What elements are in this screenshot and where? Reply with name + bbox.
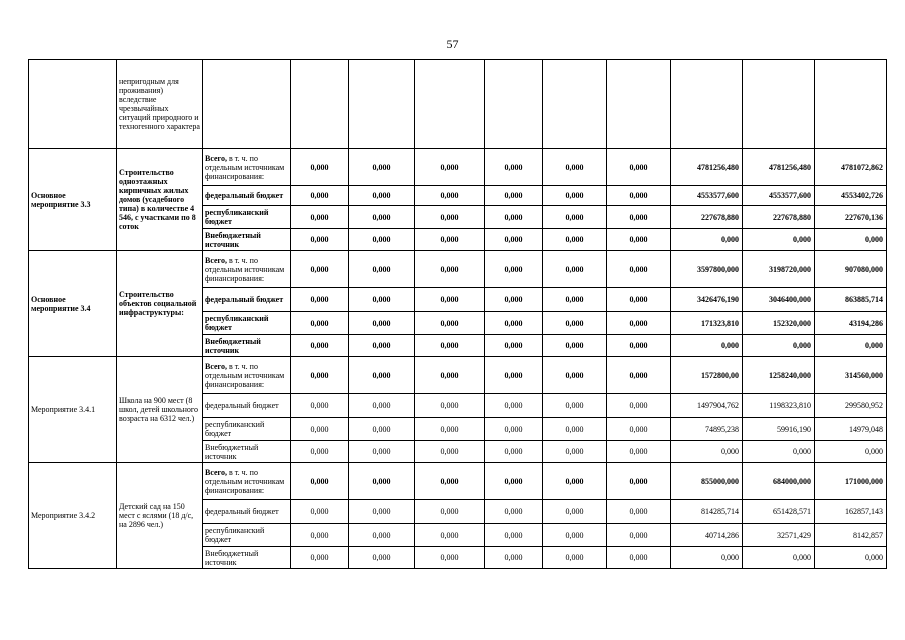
funding-source-text: Внебюджетный источник: [205, 442, 259, 461]
funding-source-cell: [203, 500, 291, 524]
amount-cell: 0,000: [485, 312, 543, 335]
amount-cell: 0,000: [291, 335, 349, 357]
amount-cell: 855000,000: [671, 463, 743, 500]
amount-cell: 0,000: [607, 149, 671, 186]
amount-cell: 0,000: [543, 186, 607, 206]
amount-cell: 0,000: [485, 357, 543, 394]
amount-cell: 0,000: [607, 500, 671, 524]
funding-table: [28, 59, 887, 569]
funding-source-cell: [203, 312, 291, 335]
activity-code-cell: Мероприятие 3.4.2: [29, 463, 117, 569]
amount-cell: 0,000: [291, 524, 349, 547]
amount-cell: 152320,000: [743, 312, 815, 335]
amount-cell: 0,000: [485, 288, 543, 312]
amount-cell: 0,000: [543, 500, 607, 524]
amount-cell: 4781256,480: [671, 149, 743, 186]
amount-cell: 3426476,190: [671, 288, 743, 312]
empty-cell: [743, 60, 815, 149]
amount-cell: 0,000: [349, 524, 415, 547]
table-row: [29, 149, 887, 186]
table-row: [29, 251, 887, 288]
amount-cell: 0,000: [485, 418, 543, 441]
funding-source-cell: [203, 394, 291, 418]
amount-cell: 4553402,726: [815, 186, 887, 206]
amount-cell: 0,000: [349, 547, 415, 569]
description-cell: непригодным для проживания) вследствие чрезвычайных ситуаций природного и техногенного характера: [117, 60, 203, 149]
amount-cell: 0,000: [349, 394, 415, 418]
empty-cell: [607, 60, 671, 149]
amount-cell: 1572800,00: [671, 357, 743, 394]
amount-cell: 0,000: [291, 312, 349, 335]
amount-cell: 3198720,000: [743, 251, 815, 288]
amount-cell: 0,000: [415, 229, 485, 251]
amount-cell: 162857,143: [815, 500, 887, 524]
amount-cell: 0,000: [543, 288, 607, 312]
amount-cell: 0,000: [607, 418, 671, 441]
empty-cell: [291, 60, 349, 149]
amount-cell: 1258240,000: [743, 357, 815, 394]
funding-source-cell: [203, 441, 291, 463]
amount-cell: 651428,571: [743, 500, 815, 524]
empty-cell: [349, 60, 415, 149]
amount-cell: 59916,190: [743, 418, 815, 441]
funding-source-text: федеральный бюджет: [205, 507, 279, 516]
amount-cell: 0,000: [349, 186, 415, 206]
amount-cell: 0,000: [607, 357, 671, 394]
funding-source-bold: Всего,: [205, 361, 227, 371]
funding-source-cell: [203, 206, 291, 229]
empty-cell: [415, 60, 485, 149]
amount-cell: 0,000: [415, 418, 485, 441]
amount-cell: 0,000: [815, 547, 887, 569]
amount-cell: 0,000: [743, 441, 815, 463]
amount-cell: 0,000: [291, 394, 349, 418]
amount-cell: 0,000: [543, 251, 607, 288]
funding-source-bold: Всего,: [205, 255, 227, 265]
amount-cell: 0,000: [543, 547, 607, 569]
funding-source-cell: [203, 335, 291, 357]
amount-cell: 227670,136: [815, 206, 887, 229]
funding-source-text: республиканский бюджет: [205, 420, 265, 438]
amount-cell: 0,000: [291, 149, 349, 186]
funding-source-cell: [203, 357, 291, 394]
amount-cell: 0,000: [485, 335, 543, 357]
amount-cell: 314560,000: [815, 357, 887, 394]
empty-cell: [543, 60, 607, 149]
amount-cell: 0,000: [743, 335, 815, 357]
funding-source-bold: республиканский бюджет: [205, 314, 269, 332]
amount-cell: 0,000: [543, 229, 607, 251]
amount-cell: 0,000: [349, 229, 415, 251]
amount-cell: 0,000: [485, 186, 543, 206]
funding-source-text: Внебюджетный источник: [205, 548, 259, 567]
amount-cell: 0,000: [291, 251, 349, 288]
activity-code-cell: Основное мероприятие 3.4: [29, 251, 117, 357]
amount-cell: 0,000: [415, 500, 485, 524]
funding-source-text: в т. ч. по отдельным источникам финансирования:: [205, 255, 285, 283]
activity-name-cell: Школа на 900 мест (8 школ, детей школьного возраста на 6312 чел.): [117, 357, 203, 463]
funding-source-text: в т. ч. по отдельным источникам финансирования:: [205, 361, 285, 389]
amount-cell: 0,000: [291, 229, 349, 251]
funding-source-text: в т. ч. по отдельным источникам финансирования:: [205, 467, 285, 495]
amount-cell: 0,000: [349, 206, 415, 229]
activity-name-cell: Детский сад на 150 мест с яслями (18 д/с, на 2896 чел.): [117, 463, 203, 569]
amount-cell: 0,000: [415, 206, 485, 229]
activity-name-cell: Строительство одноэтажных кирпичных жилых домов (усадебного типа) в количестве 4 546, с участками по 8 соток: [117, 149, 203, 251]
amount-cell: 0,000: [349, 418, 415, 441]
amount-cell: 0,000: [485, 149, 543, 186]
amount-cell: 0,000: [349, 463, 415, 500]
amount-cell: 74895,238: [671, 418, 743, 441]
funding-source-cell: [203, 288, 291, 312]
amount-cell: 863885,714: [815, 288, 887, 312]
amount-cell: 0,000: [607, 547, 671, 569]
amount-cell: 0,000: [415, 441, 485, 463]
amount-cell: 0,000: [815, 335, 887, 357]
amount-cell: 0,000: [291, 463, 349, 500]
amount-cell: 0,000: [415, 357, 485, 394]
funding-source-bold: республиканский бюджет: [205, 208, 269, 226]
empty-cell: [485, 60, 543, 149]
amount-cell: 0,000: [291, 547, 349, 569]
amount-cell: 0,000: [543, 394, 607, 418]
amount-cell: 0,000: [349, 288, 415, 312]
empty-cell: [671, 60, 743, 149]
amount-cell: 40714,286: [671, 524, 743, 547]
amount-cell: 0,000: [415, 335, 485, 357]
funding-source-text: в т. ч. по отдельным источникам финансирования:: [205, 153, 285, 181]
amount-cell: 0,000: [415, 312, 485, 335]
amount-cell: 171323,810: [671, 312, 743, 335]
table-row: [29, 357, 887, 394]
funding-source-bold: федеральный бюджет: [205, 191, 284, 200]
amount-cell: 0,000: [415, 463, 485, 500]
amount-cell: 0,000: [671, 229, 743, 251]
amount-cell: 1198323,810: [743, 394, 815, 418]
amount-cell: 0,000: [607, 251, 671, 288]
funding-source-cell: [203, 418, 291, 441]
amount-cell: 4781256,480: [743, 149, 815, 186]
activity-code-cell: Мероприятие 3.4.1: [29, 357, 117, 463]
amount-cell: 0,000: [349, 251, 415, 288]
amount-cell: 0,000: [291, 441, 349, 463]
amount-cell: 0,000: [743, 229, 815, 251]
amount-cell: 0,000: [291, 418, 349, 441]
amount-cell: 0,000: [543, 418, 607, 441]
empty-cell: [815, 60, 887, 149]
funding-source-cell: [203, 463, 291, 500]
amount-cell: 1497904,762: [671, 394, 743, 418]
funding-source-bold: Внебюджетный источник: [205, 230, 261, 249]
amount-cell: 0,000: [349, 441, 415, 463]
amount-cell: 0,000: [671, 335, 743, 357]
amount-cell: 14979,048: [815, 418, 887, 441]
amount-cell: 0,000: [607, 288, 671, 312]
amount-cell: 0,000: [415, 149, 485, 186]
amount-cell: 0,000: [485, 524, 543, 547]
amount-cell: 0,000: [291, 357, 349, 394]
amount-cell: 0,000: [415, 524, 485, 547]
amount-cell: 3597800,000: [671, 251, 743, 288]
amount-cell: 0,000: [349, 149, 415, 186]
amount-cell: 0,000: [349, 357, 415, 394]
amount-cell: 0,000: [349, 500, 415, 524]
funding-source-bold: Всего,: [205, 153, 227, 163]
amount-cell: 0,000: [607, 524, 671, 547]
activity-name-cell: Строительство объектов социальной инфраструктуры:: [117, 251, 203, 357]
amount-cell: 0,000: [607, 206, 671, 229]
amount-cell: 0,000: [607, 229, 671, 251]
empty-cell: [203, 60, 291, 149]
amount-cell: 0,000: [607, 441, 671, 463]
continuation-row: [29, 60, 887, 149]
amount-cell: 0,000: [415, 251, 485, 288]
amount-cell: 171000,000: [815, 463, 887, 500]
amount-cell: 0,000: [415, 394, 485, 418]
amount-cell: 0,000: [485, 500, 543, 524]
amount-cell: 0,000: [415, 288, 485, 312]
amount-cell: 0,000: [291, 206, 349, 229]
amount-cell: 0,000: [291, 500, 349, 524]
amount-cell: 0,000: [291, 288, 349, 312]
amount-cell: 0,000: [543, 524, 607, 547]
amount-cell: 0,000: [485, 547, 543, 569]
funding-source-text: федеральный бюджет: [205, 401, 279, 410]
funding-source-cell: [203, 524, 291, 547]
amount-cell: 0,000: [607, 394, 671, 418]
amount-cell: 8142,857: [815, 524, 887, 547]
amount-cell: 0,000: [815, 441, 887, 463]
page-number: 57: [446, 37, 459, 51]
table-row: [29, 463, 887, 500]
amount-cell: 0,000: [543, 441, 607, 463]
amount-cell: 227678,880: [671, 206, 743, 229]
activity-code-cell: Основное мероприятие 3.3: [29, 149, 117, 251]
funding-source-bold: Всего,: [205, 467, 227, 477]
amount-cell: 0,000: [543, 335, 607, 357]
amount-cell: 0,000: [485, 394, 543, 418]
amount-cell: 0,000: [485, 441, 543, 463]
amount-cell: 0,000: [671, 547, 743, 569]
amount-cell: 227678,880: [743, 206, 815, 229]
funding-source-cell: [203, 229, 291, 251]
amount-cell: 0,000: [415, 547, 485, 569]
amount-cell: 0,000: [543, 312, 607, 335]
amount-cell: 0,000: [607, 186, 671, 206]
code-cell: [29, 60, 117, 149]
funding-source-cell: [203, 186, 291, 206]
amount-cell: 0,000: [485, 463, 543, 500]
amount-cell: 0,000: [349, 335, 415, 357]
amount-cell: 0,000: [485, 229, 543, 251]
amount-cell: 32571,429: [743, 524, 815, 547]
amount-cell: 0,000: [743, 547, 815, 569]
amount-cell: 3046400,000: [743, 288, 815, 312]
amount-cell: 0,000: [543, 149, 607, 186]
amount-cell: 814285,714: [671, 500, 743, 524]
funding-source-cell: [203, 547, 291, 569]
amount-cell: 0,000: [485, 251, 543, 288]
amount-cell: 4781072,862: [815, 149, 887, 186]
amount-cell: 0,000: [485, 206, 543, 229]
amount-cell: 4553577,600: [743, 186, 815, 206]
amount-cell: 684000,000: [743, 463, 815, 500]
amount-cell: 0,000: [607, 463, 671, 500]
funding-source-cell: [203, 149, 291, 186]
amount-cell: 0,000: [543, 463, 607, 500]
amount-cell: 0,000: [607, 335, 671, 357]
amount-cell: 0,000: [543, 357, 607, 394]
amount-cell: 43194,286: [815, 312, 887, 335]
amount-cell: 907080,000: [815, 251, 887, 288]
funding-source-text: республиканский бюджет: [205, 526, 265, 544]
amount-cell: 0,000: [543, 206, 607, 229]
amount-cell: 299580,952: [815, 394, 887, 418]
funding-source-cell: [203, 251, 291, 288]
amount-cell: 4553577,600: [671, 186, 743, 206]
funding-source-bold: Внебюджетный источник: [205, 336, 261, 355]
amount-cell: 0,000: [607, 312, 671, 335]
amount-cell: 0,000: [815, 229, 887, 251]
amount-cell: 0,000: [291, 186, 349, 206]
amount-cell: 0,000: [671, 441, 743, 463]
funding-source-bold: федеральный бюджет: [205, 295, 284, 304]
amount-cell: 0,000: [349, 312, 415, 335]
amount-cell: 0,000: [415, 186, 485, 206]
